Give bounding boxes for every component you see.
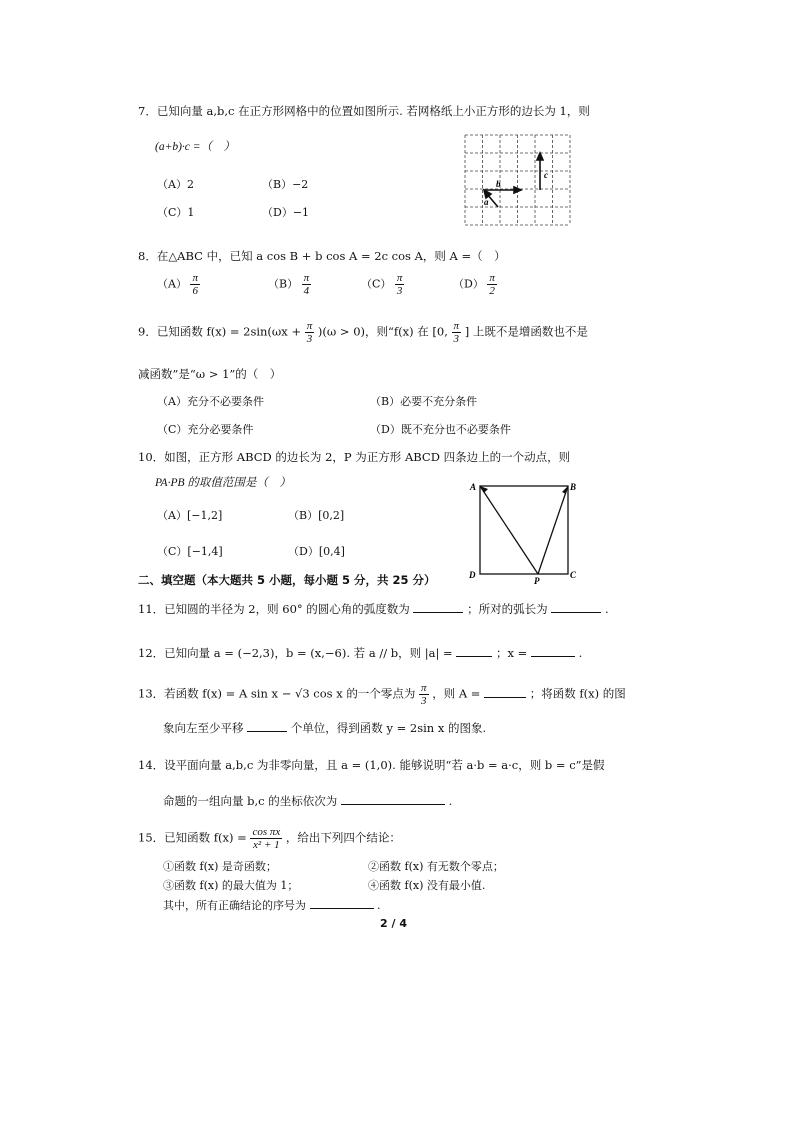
q10-expression: PA·PB 的取值范围是（ ）: [155, 477, 291, 489]
q13-blank-1[interactable]: [484, 697, 526, 698]
q10-option-c: （C）[−1,4]: [157, 545, 223, 558]
q8-b-den: 4: [303, 285, 310, 297]
q10-square-figure: [466, 478, 586, 586]
q9-stem: [138, 320, 588, 345]
q9-stem-part-c: ] 上既不是增函数也不是: [464, 324, 588, 339]
q15-conclusion-1: ①函数 f(x) 是奇函数；: [163, 860, 277, 873]
q7-expression: (a+b)·c =（ ）: [155, 141, 236, 153]
q9-option-b: （B）必要不充分条件: [370, 395, 478, 408]
q13-line2: [163, 720, 486, 736]
q13-frac-num: π: [421, 682, 427, 694]
q9-frac2-den: 3: [453, 333, 460, 345]
q9-option-a: （A）充分不必要条件: [157, 395, 264, 408]
q14-line2a: 命题的一组向量 b,c 的坐标依次为: [163, 794, 338, 808]
q8-c-num: π: [396, 272, 403, 284]
q15-final-line: [163, 897, 381, 913]
q8-option-a: [157, 272, 200, 297]
q9-frac2-num: π: [453, 320, 460, 332]
q13-line2b: 个单位，得到函数 y = 2sin x 的图象.: [290, 721, 487, 735]
q10-option-b: （B）[0,2]: [288, 509, 345, 522]
page-number: 2 / 4: [380, 917, 407, 930]
q8-d-num: π: [489, 272, 495, 284]
label-b: b: [496, 179, 501, 189]
segment-pa: [480, 486, 538, 574]
q13-blank-2[interactable]: [247, 731, 287, 732]
section-2-title: 二、填空题（本大题共 5 小题，每小题 5 分，共 25 分）: [138, 573, 436, 587]
q8-a-den: 6: [192, 285, 198, 297]
q15-final-a: 其中，所有正确结论的序号为: [163, 899, 306, 912]
q8-option-c: [361, 272, 404, 297]
q15-frac-den: x² + 1: [253, 839, 280, 851]
q15-conclusion-4: ④函数 f(x) 没有最小值.: [368, 879, 486, 892]
q13-line1: [138, 682, 626, 707]
q11-part1: 11．已知圆的半径为 2，则 60° 的圆心角的弧度数为: [138, 602, 410, 616]
q8-b-num: π: [303, 272, 310, 284]
arrow-pa: [480, 486, 488, 493]
segment-pb: [538, 486, 568, 574]
q9-option-c: （C）充分必要条件: [157, 423, 254, 436]
q8-d-den: 2: [489, 285, 495, 297]
q7-option-b: （B）−2: [262, 178, 309, 191]
q15-stem-b: ，给出下列四个结论：: [285, 830, 401, 845]
q10-option-d: （D）[0,4]: [288, 545, 345, 558]
q15-stem-a: 15．已知函数 f(x) =: [138, 830, 247, 845]
q8-c-den: 3: [396, 285, 403, 297]
q15-conclusion-2: ②函数 f(x) 有无数个零点；: [368, 860, 504, 873]
q8-option-c-label: （C）: [361, 277, 392, 291]
label-a: a: [484, 197, 489, 207]
q15-blank[interactable]: [310, 908, 374, 909]
q7-option-c: （C）1: [157, 206, 195, 219]
q10-stem: 10．如图，正方形 ABCD 的边长为 2，P 为正方形 ABCD 四条边上的一个动点，则: [138, 450, 571, 464]
q12-part2: ；x =: [495, 646, 528, 660]
q9-stem-line2: 减函数”是“ω > 1”的（ ）: [138, 367, 282, 381]
q15-final-b: .: [377, 899, 381, 912]
label-D: D: [469, 570, 476, 580]
q8-option-b: [268, 272, 311, 297]
q9-stem-part-a: 9．已知函数 f(x) = 2sin(ωx +: [138, 324, 302, 339]
q14-line2b: .: [448, 794, 453, 808]
q9-stem-part-b: )(ω > 0)，则“f(x) 在 [0,: [317, 324, 448, 339]
q11-part2: ；所对的弧长为: [467, 602, 548, 616]
q8-option-d-label: （D）: [453, 277, 484, 291]
q11-part3: .: [604, 602, 609, 616]
q13-line2a: 象向左至少平移: [163, 721, 244, 735]
vector-c-arrowhead: [537, 153, 543, 160]
q14-line2: [163, 793, 452, 809]
q13-part1: 13．若函数 f(x) = A sin x − √3 cos x 的一个零点为: [138, 686, 416, 701]
q13-frac-den: 3: [421, 695, 427, 707]
square-abcd: [480, 486, 568, 574]
q9-frac1-den: 3: [306, 333, 313, 345]
q12-part1: 12．已知向量 a = (−2,3)，b = (x,−6). 若 a // b，则 |a| =: [138, 646, 453, 660]
q13-part3: ；将函数 f(x) 的图: [529, 686, 626, 701]
q7-option-d: （D）−1: [262, 206, 310, 219]
label-C: C: [570, 570, 577, 580]
q14-blank[interactable]: [341, 804, 445, 805]
q13-part2: ，则 A =: [432, 686, 481, 701]
q8-a-num: π: [192, 272, 198, 284]
label-A: A: [470, 482, 477, 492]
q8-option-b-label: （B）: [268, 277, 299, 291]
q15-conclusion-3: ③函数 f(x) 的最大值为 1；: [163, 879, 299, 892]
q8-option-a-label: （A）: [157, 277, 187, 291]
label-c: c: [544, 170, 548, 180]
q9-frac1-num: π: [306, 320, 313, 332]
q12: [138, 645, 582, 661]
q12-blank-1[interactable]: [456, 656, 492, 657]
q7-grid-figure: [462, 130, 572, 230]
q15-stem: [138, 826, 401, 851]
q7-option-a: （A）2: [157, 178, 194, 191]
q7-stem: 7．已知向量 a,b,c 在正方形网格中的位置如图所示. 若网格纸上小正方形的边长为 1，则: [138, 104, 590, 118]
label-B: B: [570, 482, 577, 492]
q12-blank-2[interactable]: [531, 656, 575, 657]
label-P: P: [534, 576, 540, 586]
vector-b-arrowhead: [514, 187, 521, 193]
q15-frac-num: cos πx: [252, 826, 281, 838]
q11-blank-2[interactable]: [551, 612, 601, 613]
q11: [138, 601, 609, 617]
q12-part3: .: [578, 646, 583, 660]
q10-option-a: （A）[−1,2]: [157, 509, 223, 522]
q9-option-d: （D）既不充分也不必要条件: [370, 423, 511, 436]
q8-option-d: [453, 272, 497, 297]
q8-stem: 8．在△ABC 中，已知 a cos B + b cos A = 2c cos A，则 A =（ ）: [138, 249, 506, 263]
q14-line1: 14．设平面向量 a,b,c 为非零向量，且 a = (1,0). 能够说明“若 a·b = a·c，则 b = c”是假: [138, 758, 605, 772]
q11-blank-1[interactable]: [413, 612, 463, 613]
